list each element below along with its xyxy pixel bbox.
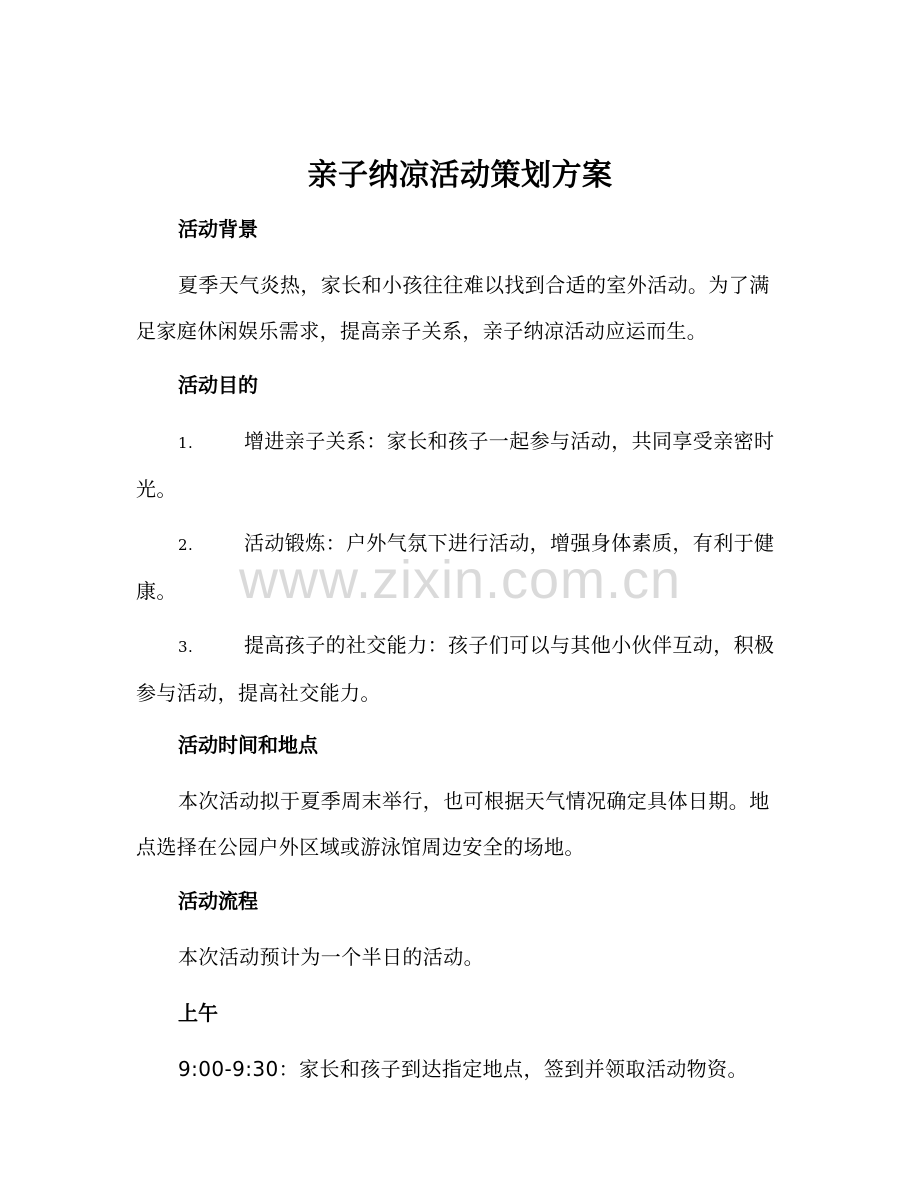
subheading-morning: 上午 xyxy=(178,1001,218,1025)
list-item-number: 3. xyxy=(178,638,194,656)
list-item-text: 活动锻炼：户外气氛下进行活动，增强身体素质，有利于健康。 xyxy=(136,531,775,603)
list-item-text: 提高孩子的社交能力：孩子们可以与其他小伙伴互动，积极参与活动，提高社交能力。 xyxy=(136,633,775,705)
paragraph-time-place: 本次活动拟于夏季周末举行，也可根据天气情况确定具体日期。地点选择在公园户外区域或游泳馆周边安全的场地。 xyxy=(136,789,770,859)
list-item-number: 1. xyxy=(178,434,194,452)
paragraph-background: 夏季天气炎热，家长和小孩往往难以找到合适的室外活动。为了满足家庭休闲娱乐需求，提高亲子关系，亲子纳凉活动应运而生。 xyxy=(136,273,770,343)
list-item-text: 增进亲子关系：家长和孩子一起参与活动，共同享受亲密时光。 xyxy=(136,429,775,501)
list-item-goal-3 xyxy=(136,622,776,716)
watermark-text: www.zixin.com.cn xyxy=(238,550,682,610)
document-title: 亲子纳凉活动策划方案 xyxy=(307,158,613,193)
section-heading-goals: 活动目的 xyxy=(178,373,258,397)
section-heading-process: 活动流程 xyxy=(178,889,258,913)
section-heading-background: 活动背景 xyxy=(178,217,258,241)
schedule-item-morning: 9:00-9:30：家长和孩子到达指定地点，签到并领取活动物资。 xyxy=(178,1057,748,1081)
paragraph-process: 本次活动预计为一个半日的活动。 xyxy=(178,945,484,969)
list-item-number: 2. xyxy=(178,536,194,554)
list-item-goal-1 xyxy=(136,418,776,512)
section-heading-time-place: 活动时间和地点 xyxy=(178,733,318,757)
